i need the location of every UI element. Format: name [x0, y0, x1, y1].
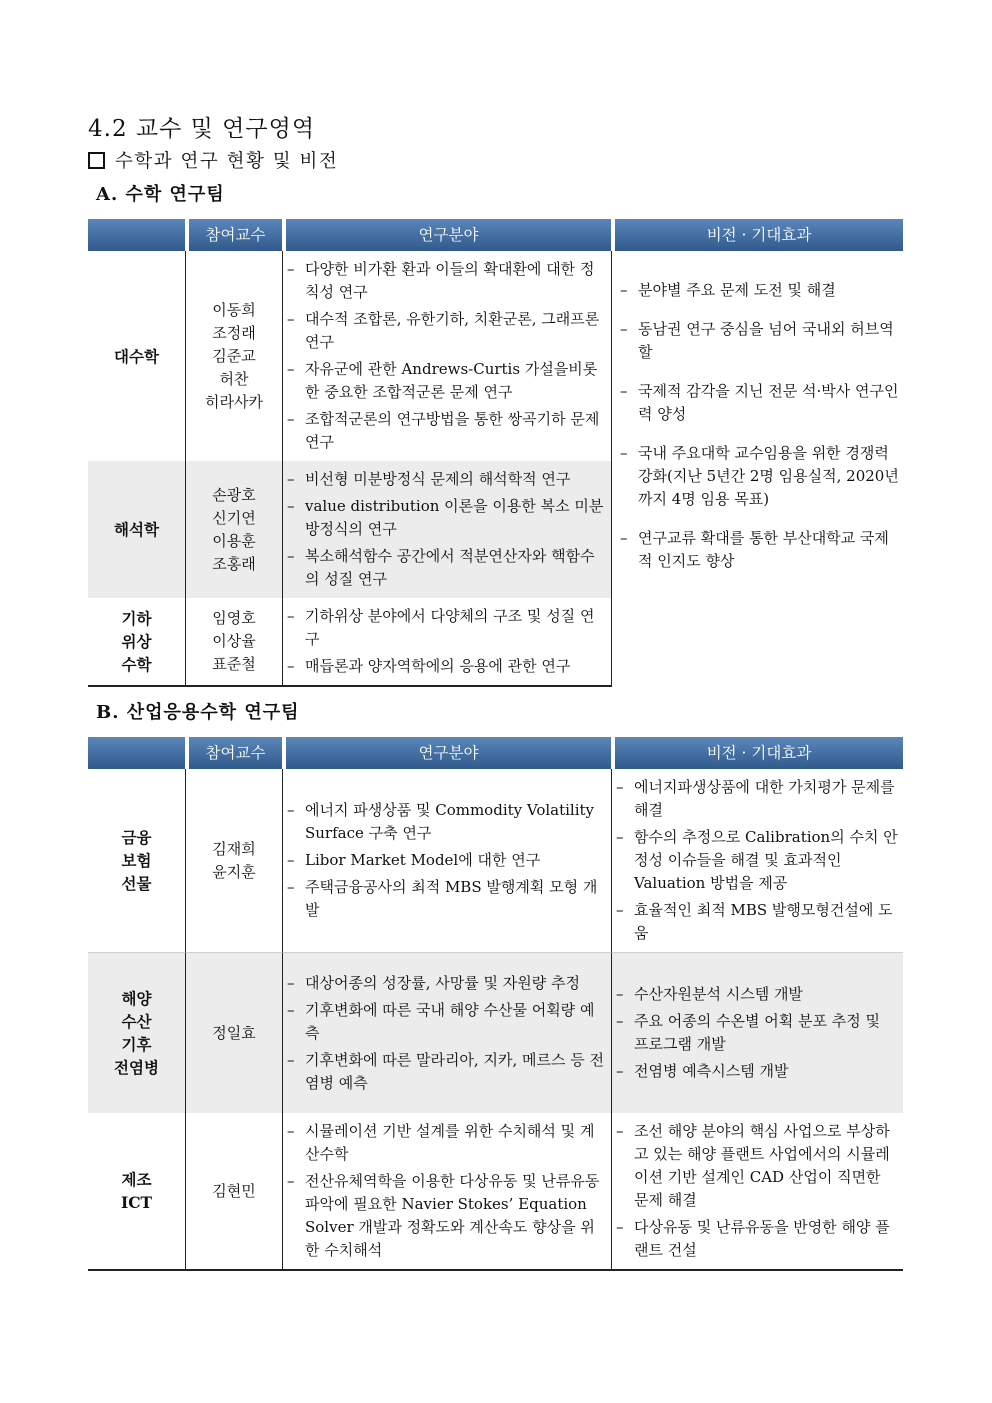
- professor-name: 임영호: [212, 609, 256, 627]
- team-b-title: B. 산업응용수학 연구팀: [96, 702, 300, 723]
- subheading-text: 수학과 연구 현황 및 비전: [115, 151, 339, 172]
- team-a-header-row: [88, 219, 903, 251]
- list-item: – 다상유동 및 난류유동을 반영한 해양 플랜트 건설: [616, 1218, 890, 1259]
- team-b-table: [88, 737, 903, 1271]
- category-label: 해양: [121, 989, 152, 1008]
- professor-name: 히라사카: [205, 392, 263, 411]
- professor-name: 윤지훈: [212, 862, 256, 881]
- vision-cell: [611, 953, 903, 1113]
- table-row: [88, 1113, 903, 1271]
- header-research: 연구분야: [282, 219, 611, 251]
- table-row: [88, 251, 903, 461]
- category-label: 수학: [121, 655, 152, 674]
- research-cell: [282, 598, 611, 687]
- list-item: – 분야별 주요 문제 도전 및 해결: [620, 281, 836, 299]
- section-heading: 4.2 교수 및 연구영역: [88, 116, 316, 142]
- list-item: – 주택금융공사의 최적 MBS 발행계획 모형 개발: [287, 878, 598, 919]
- professor-name: 김재희: [212, 839, 256, 858]
- list-item: – 자유군에 관한 Andrews-Curtis 가설을비롯한 중요한 조합적군론 문제 연구: [287, 360, 598, 401]
- category-cell: [88, 1113, 185, 1271]
- team-b-header-row: [88, 737, 903, 769]
- list-item: – 에너지 파생상품 및 Commodity Volatility Surface 구축 연구: [287, 801, 595, 842]
- research-cell: [282, 461, 611, 598]
- list-item: – 시뮬레이션 기반 설계를 위한 수치해석 및 계산수학: [287, 1122, 595, 1163]
- professors-cell: [185, 953, 282, 1113]
- header-vision: 비전 · 기대효과: [611, 219, 903, 251]
- header-professors: 참여교수: [185, 737, 282, 769]
- professors-cell: [185, 461, 282, 598]
- list-item: – 국내 주요대학 교수임용을 위한 경쟁력 강화(지난 5년간 2명 임용실적, 2020년까지 4명 임용 목표): [620, 444, 899, 508]
- list-item: – 주요 어종의 수온별 어획 분포 추정 및 프로그램 개발: [616, 1012, 880, 1053]
- list-item: – 대수적 조합론, 유한기하, 치환군론, 그래프론 연구: [287, 310, 600, 351]
- category-label: 기후: [121, 1035, 152, 1054]
- header-research: 연구분야: [282, 737, 611, 769]
- professor-name: 손광호: [212, 485, 256, 504]
- list-item: – 동남권 연구 중심을 넘어 국내외 허브역할: [620, 320, 894, 361]
- vision-cell: [611, 1113, 903, 1271]
- professor-name: 신기연: [212, 508, 256, 527]
- category-label: 해석학: [114, 520, 159, 539]
- professors-cell: [185, 769, 282, 953]
- category-label: 선물: [121, 874, 152, 893]
- professor-name: 조홍래: [212, 554, 256, 573]
- professors-cell: [185, 251, 282, 461]
- professor-name: 조정래: [212, 323, 256, 342]
- professor-name: 김현민: [212, 1181, 256, 1200]
- professor-name: 허찬: [219, 369, 249, 388]
- professor-name: 정일효: [212, 1023, 256, 1042]
- professor-name: 이동희: [212, 300, 256, 319]
- team-a-title: A. 수학 연구팀: [96, 184, 225, 205]
- list-item: – 비선형 미분방정식 문제의 해석학적 연구: [287, 470, 571, 488]
- list-item: – 연구교류 확대를 통한 부산대학교 국제적 인지도 향상: [620, 529, 889, 570]
- category-label: 수산: [121, 1012, 152, 1031]
- professor-name: 표준철: [212, 655, 256, 673]
- vision-cell: [611, 769, 903, 953]
- list-item: – 전산유체역학을 이용한 다상유동 및 난류유동 파악에 필요한 Navier Stokes’ Equation Solver 개발과 정확도와 계산속도 향상을 위한 수치해석: [287, 1172, 600, 1259]
- table-row: [88, 769, 903, 953]
- research-cell: [282, 769, 611, 953]
- research-cell: [282, 1113, 611, 1271]
- category-cell: [88, 251, 185, 461]
- team-a-table: [88, 219, 903, 687]
- professor-name: 이용훈: [212, 531, 256, 550]
- subheading: [88, 147, 338, 173]
- list-item: – 대상어종의 성장률, 사망률 및 자원량 추정: [287, 973, 580, 992]
- category-cell: [88, 461, 185, 598]
- list-item: – 에너지파생상품에 대한 가치평가 문제를 해결: [616, 778, 895, 819]
- list-item: – 조합적군론의 연구방법을 통한 쌍곡기하 문제 연구: [287, 410, 600, 451]
- category-cell: [88, 953, 185, 1113]
- list-item: – 수산자원분석 시스템 개발: [616, 985, 803, 1003]
- category-label: 전염병: [114, 1058, 159, 1077]
- category-label: 기하: [121, 609, 152, 628]
- category-cell: [88, 769, 185, 953]
- category-label: 제조: [121, 1170, 152, 1189]
- category-label: ICT: [120, 1193, 153, 1212]
- table-row: [88, 953, 903, 1113]
- professor-name: 이상율: [212, 632, 256, 650]
- category-label: 위상: [121, 632, 152, 651]
- list-item: – 기후변화에 따른 말라리아, 지카, 메르스 등 전염병 예측: [287, 1050, 604, 1092]
- category-cell: [88, 598, 185, 687]
- list-item: – 효율적인 최적 MBS 발행모형건설에 도움: [616, 901, 893, 942]
- list-item: – 함수의 추정으로 Calibration의 수치 안정성 이슈들을 해결 및 효과적인 Valuation 방법을 제공: [616, 828, 898, 892]
- checkbox-square-icon: [88, 152, 105, 169]
- vision-cell: [611, 251, 903, 687]
- list-item: – 조선 해양 분야의 핵심 사업으로 부상하고 있는 해양 플랜트 사업에서의 시뮬레이션 기반 설계인 CAD 산업이 직면한 문제 해결: [616, 1122, 890, 1209]
- list-item: – value distribution 이론을 이용한 복소 미분방정식의 연구: [287, 497, 604, 538]
- list-item: – Libor Market Model에 대한 연구: [287, 851, 541, 869]
- research-cell: [282, 953, 611, 1113]
- list-item: – 다양한 비가환 환과 이들의 확대환에 대한 정칙성 연구: [287, 260, 595, 301]
- list-item: – 복소해석함수 공간에서 적분연산자와 핵함수의 성질 연구: [287, 547, 595, 588]
- list-item: – 전염병 예측시스템 개발: [616, 1062, 789, 1080]
- category-label: 대수학: [114, 346, 159, 366]
- header-vision: 비전 · 기대효과: [611, 737, 903, 769]
- professors-cell: [185, 1113, 282, 1271]
- category-label: 금융: [121, 828, 152, 847]
- list-item: – 국제적 감각을 지닌 전문 석·박사 연구인력 양성: [620, 382, 899, 423]
- list-item: – 기후변화에 따른 국내 해양 수산물 어획량 예측: [287, 1000, 595, 1042]
- list-item: – 매듭론과 양자역학에의 응용에 관한 연구: [287, 657, 571, 675]
- header-blank: [88, 737, 185, 769]
- header-blank: [88, 219, 185, 251]
- research-cell: [282, 251, 611, 461]
- professor-name: 김준교: [212, 346, 256, 365]
- category-label: 보험: [121, 851, 152, 870]
- professors-cell: [185, 598, 282, 687]
- list-item: – 기하위상 분야에서 다양체의 구조 및 성질 연구: [287, 607, 595, 648]
- header-professors: 참여교수: [185, 219, 282, 251]
